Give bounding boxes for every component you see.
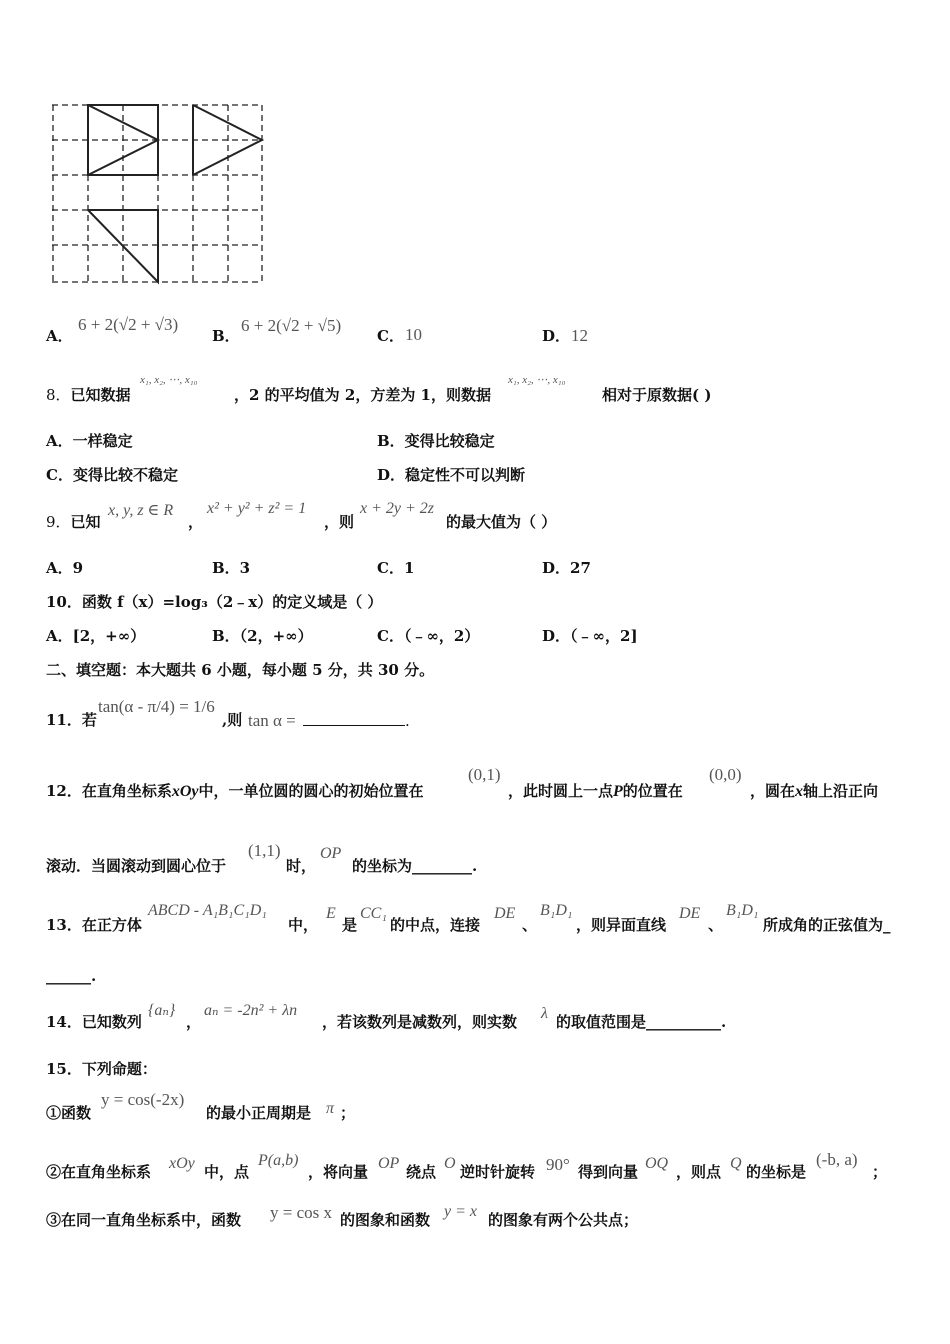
q13-text-2: 中， (288, 916, 319, 934)
q8-option-b: B．变得比较稳定 (377, 432, 495, 450)
q7-option-a-expr: 6 + 2(√2 + √3) (78, 315, 179, 334)
q13-answer-blank[interactable]: ______. (46, 967, 97, 985)
q15-item-2-q: Q (730, 1155, 742, 1172)
q15-item-2-op: OP (378, 1155, 400, 1172)
q13-text-4: 的中点，连接 (390, 916, 481, 934)
q15-item-2-coordinate: (-b, a) (816, 1150, 858, 1169)
q13-line-de: DE (494, 905, 516, 922)
q15-item-2-lead: ②在直角坐标系 (46, 1163, 152, 1181)
q9-target: x + 2y + 2z (360, 500, 435, 517)
q15-item-2-angle: 90° (546, 1155, 570, 1174)
q13-text-3: 是 (342, 916, 358, 934)
q12-point-00: (0,0) (709, 765, 742, 784)
question-8: 8．已知数据 (46, 386, 131, 404)
q10-option-b: B．（2，+∞） (212, 627, 313, 645)
q15-item-3-func-2: y = x (444, 1203, 477, 1220)
q8-data-1: x₁, x₂, ⋯, x₁₀ (140, 374, 198, 386)
q15-item-2-point-p: P(a,b) (258, 1152, 299, 1169)
q13-text-8[interactable]: 所成角的正弦值为_ (763, 916, 891, 934)
q15-item-2-text-c: ，将向量 (308, 1163, 369, 1181)
q12-text-when: 时， (286, 857, 317, 875)
q9-option-a: A．9 (46, 559, 84, 577)
q15-item-2-text-d: 绕点 (406, 1163, 437, 1181)
q15-item-1-func: y = cos(-2x) (101, 1090, 185, 1109)
q14-text-2: ， (186, 1013, 202, 1031)
q8-option-a: A．一样稳定 (46, 432, 133, 450)
q15-item-1-lead: ①函数 (46, 1104, 92, 1122)
q11-text: ,则 (222, 711, 243, 729)
q9-option-b: B．3 (212, 559, 251, 577)
q13-line-b1d1-2: B₁D₁ (726, 902, 759, 919)
q12-point-01: (0,1) (468, 765, 501, 784)
q15-item-3-func-1: y = cos x (270, 1203, 332, 1222)
question-14: 14．已知数列 (46, 1013, 142, 1031)
q14-formula: aₙ = -2n² + λn (204, 1002, 298, 1019)
q15-item-2-text-f: 得到向量 (578, 1163, 639, 1181)
q14-text-3: ，若该数列是减数列，则实数 (322, 1013, 518, 1031)
question-12-line-2: 滚动．当圆滚动到圆心位于 (46, 857, 227, 875)
q10-option-a: A．[2，+∞） (46, 627, 146, 645)
q13-line-de-2: DE (679, 905, 701, 922)
q14-sequence: {aₙ} (148, 1002, 176, 1019)
q14-text-4[interactable]: 的取值范围是__________. (556, 1013, 727, 1031)
q9-text-3: 的最大值为（ ） (446, 513, 557, 531)
q13-text-5: 、 (522, 916, 538, 934)
section-fill-in-heading: 二、填空题：本大题共 6 小题，每小题 5 分，共 30 分。 (46, 661, 435, 679)
q9-text-2: ，则 (324, 513, 355, 531)
q15-item-2-text-b: 中，点 (204, 1163, 250, 1181)
q7-option-c-label: C． (377, 327, 404, 345)
q11-target: tan α = (248, 711, 296, 730)
q8-text-2: ，2 的平均值为 2，方差为 1，则数据 (234, 386, 491, 404)
q13-text-7: 、 (708, 916, 724, 934)
q10-option-c: C．（﹣∞，2） (377, 627, 480, 645)
q8-text-3: 相对于原数据( ) (602, 386, 712, 404)
q15-item-1-end: ； (340, 1104, 356, 1122)
q13-text-6: ，则异面直线 (576, 916, 667, 934)
q8-data-2: x₁, x₂, ⋯, x₁₀ (508, 374, 566, 386)
q12-line-1-end: ，圆在x轴上沿正向 (750, 782, 879, 800)
q7-option-a-label: A． (46, 327, 73, 345)
q12-line-1-mid: ，此时圆上一点P的位置在 (508, 782, 683, 800)
q9-domain: x, y, z ∈ R (108, 502, 174, 519)
q9-separator: ， (188, 513, 204, 531)
q12-vector-op: OP (320, 845, 342, 862)
question-15-title: 15．下列命题： (46, 1060, 157, 1078)
q13-edge-cc1: CC₁ (360, 905, 387, 922)
q9-constraint: x² + y² + z² = 1 (207, 500, 307, 517)
q8-option-d: D．稳定性不可以判断 (377, 466, 526, 484)
q15-item-2-o: O (444, 1155, 456, 1172)
q11-condition: tan(α - π/4) = 1/6 (98, 697, 215, 716)
q14-lambda: λ (541, 1005, 548, 1022)
q8-option-c: C．变得比较不稳定 (46, 466, 178, 484)
q15-item-1-text: 的最小正周期是 (206, 1104, 312, 1122)
q7-option-d-label: D． (542, 327, 571, 345)
question-13: 13．在正方体 (46, 916, 142, 934)
q7-option-b-label: B． (212, 327, 240, 345)
three-view-figure (48, 100, 268, 290)
question-9: 9．已知 (46, 513, 101, 531)
q12-answer-text[interactable]: 的坐标为________. (352, 857, 478, 875)
question-10: 10．函数 f（x）=log₃（2﹣x）的定义域是（ ） (46, 593, 383, 611)
q10-option-d: D．（﹣∞，2] (542, 627, 638, 645)
q9-option-d: D．27 (542, 559, 591, 577)
q7-option-b-expr: 6 + 2(√2 + √5) (241, 316, 342, 335)
q15-item-2-text-h: 的坐标是 (746, 1163, 807, 1181)
q12-point-11: (1,1) (248, 841, 281, 860)
q13-point-e: E (326, 905, 336, 922)
q15-item-2-xoy: xOy (169, 1155, 195, 1172)
q13-cube: ABCD - A₁B₁C₁D₁ (148, 902, 267, 919)
q7-option-d-expr: 12 (571, 326, 588, 345)
q9-option-c: C．1 (377, 559, 415, 577)
q7-option-c-expr: 10 (405, 325, 422, 344)
q15-item-2-text-e: 逆时针旋转 (460, 1163, 536, 1181)
q15-item-2-text-g: ，则点 (676, 1163, 722, 1181)
q11-answer-blank[interactable]: . (303, 711, 410, 730)
q15-item-2-end: ； (872, 1163, 888, 1181)
q15-item-3-text-b: 的图象和函数 (340, 1211, 431, 1229)
q15-item-2-oq: OQ (645, 1155, 669, 1172)
q15-item-1-pi: π (326, 1100, 335, 1117)
question-11: 11．若 (46, 711, 97, 729)
q15-item-3-lead: ③在同一直角坐标系中，函数 (46, 1211, 242, 1229)
question-12-line-1: 12．在直角坐标系xOy中，一单位圆的圆心的初始位置在 (46, 782, 424, 800)
q15-item-3-text-c: 的图象有两个公共点； (488, 1211, 639, 1229)
q13-line-b1d1: B₁D₁ (540, 902, 573, 919)
